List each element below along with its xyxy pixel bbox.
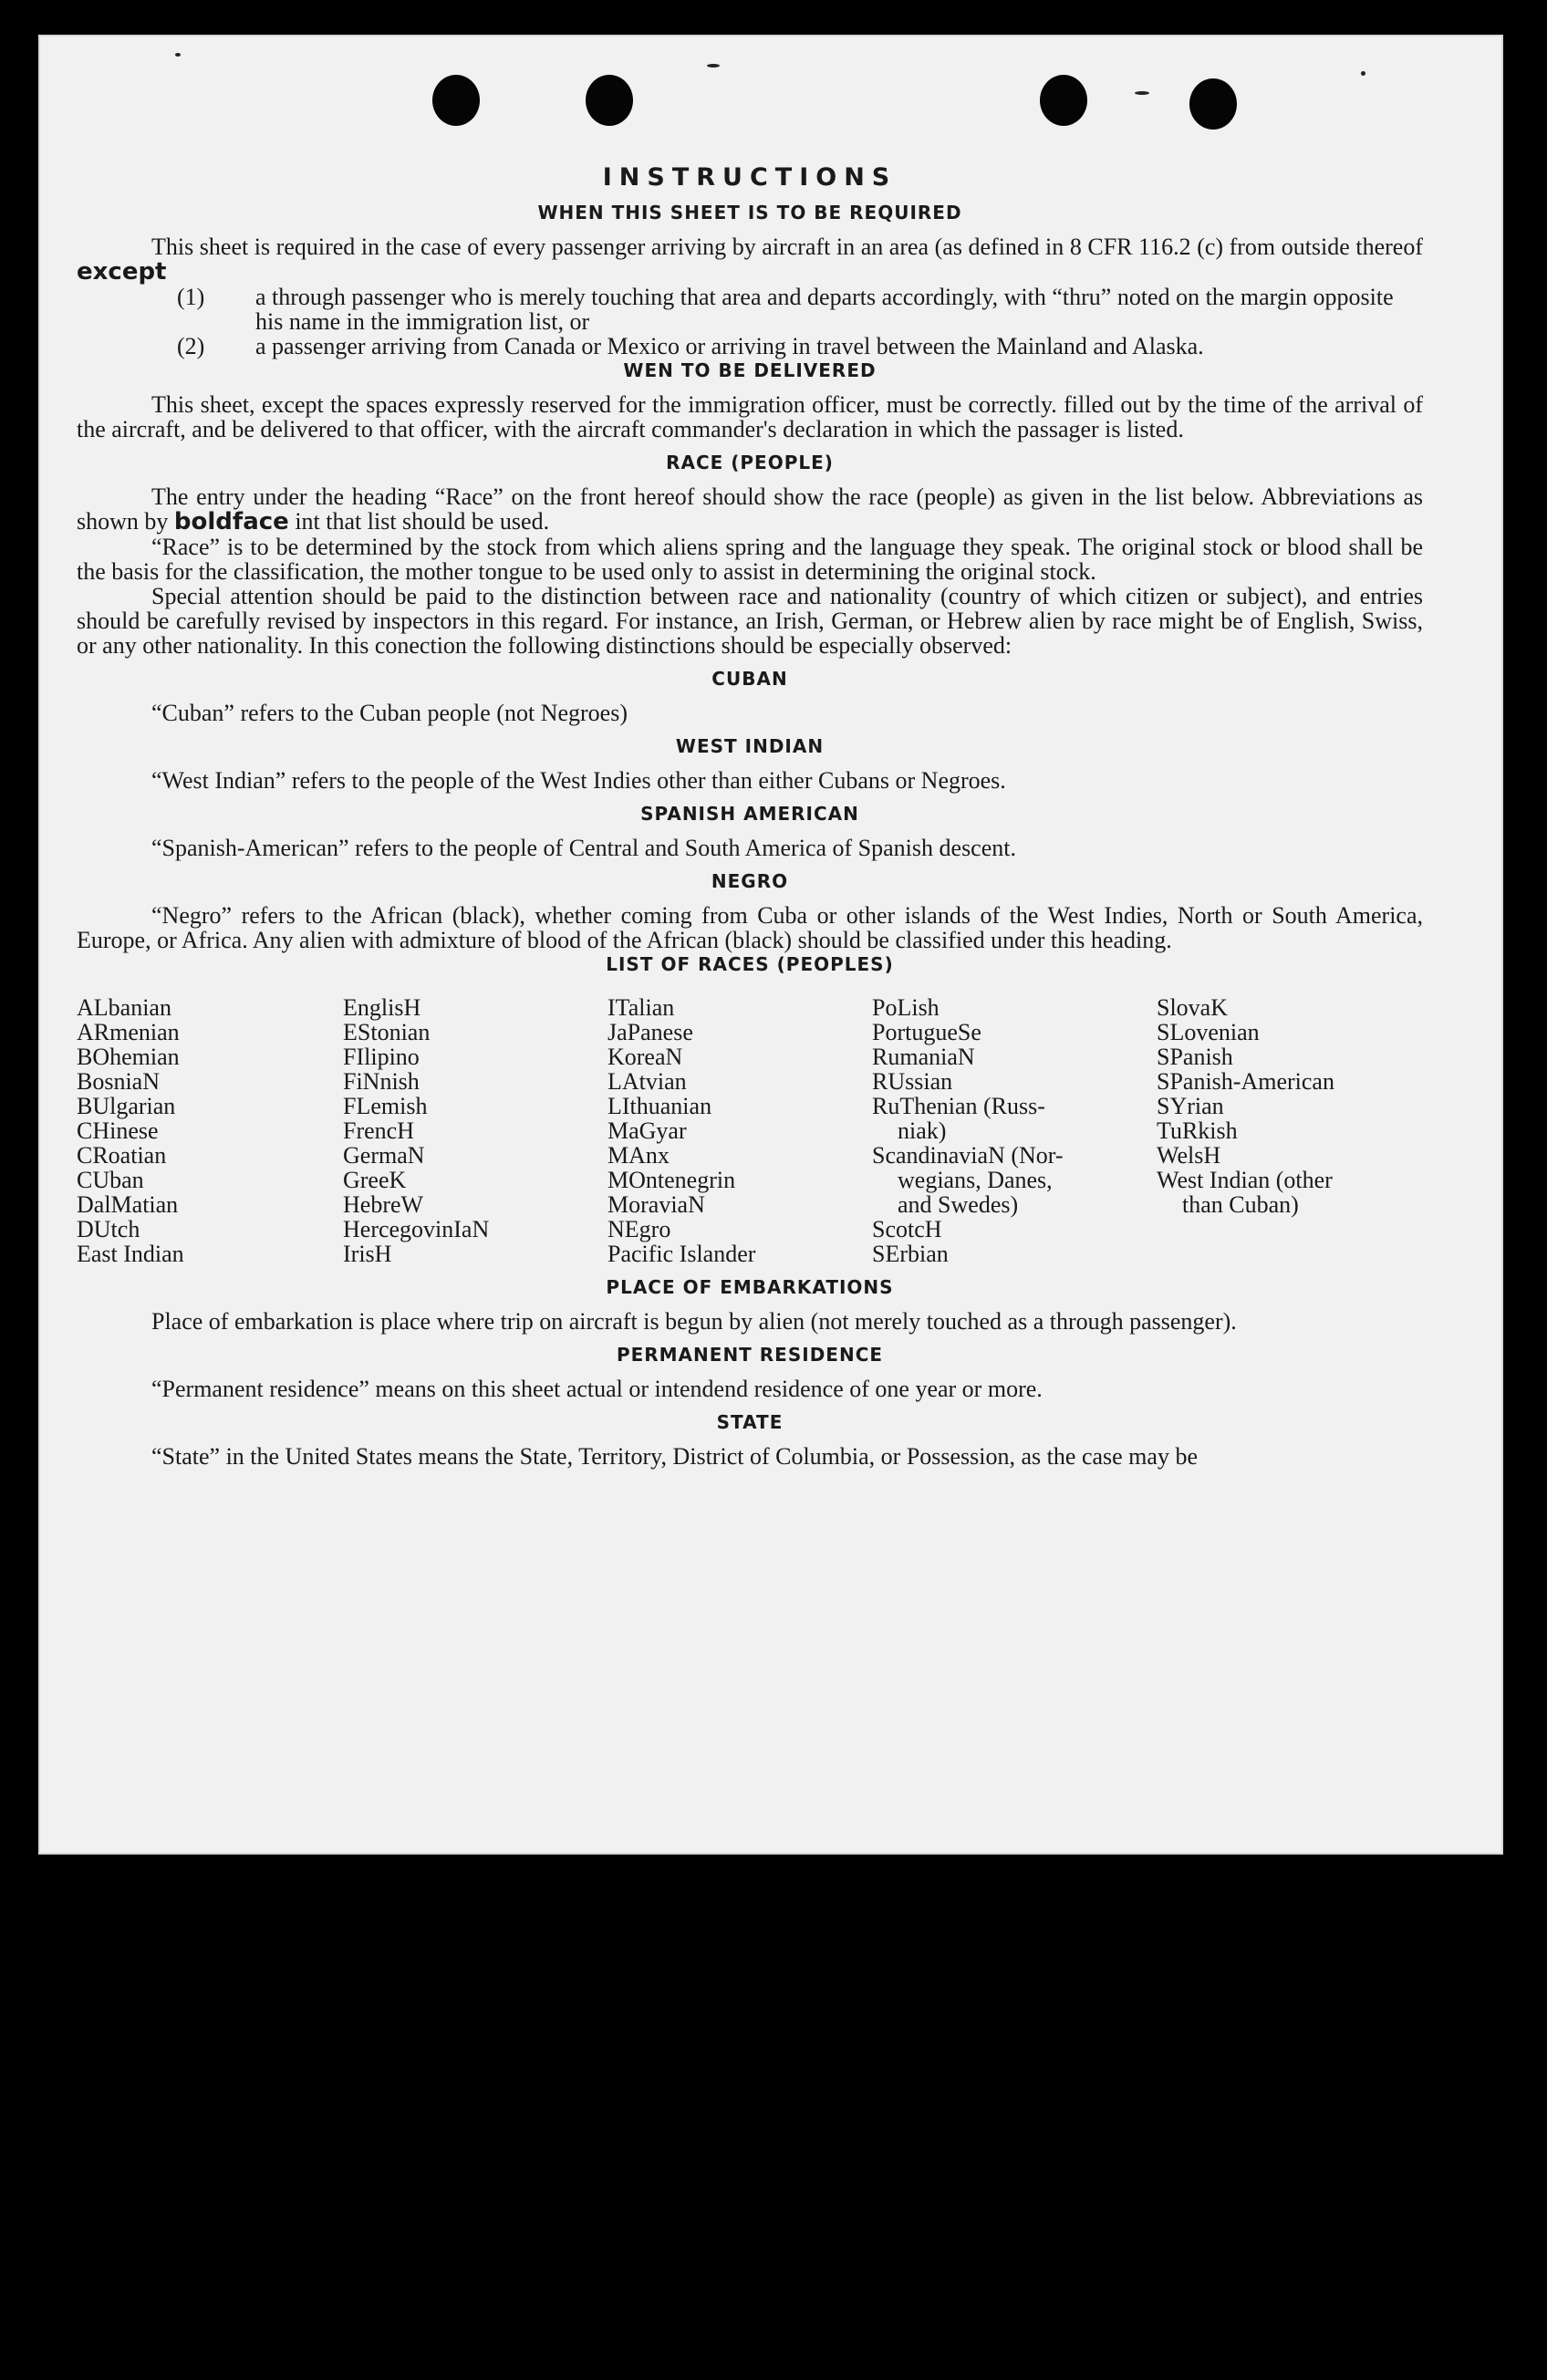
paragraph: This sheet, except the spaces expressly reserved for the immigration officer, must be correctly. filled out by the time of the arrival of the aircraft, and be delivered to that officer, with the aircraft commander's declaration in which the passager is listed.	[77, 391, 1423, 442]
punch-hole	[1189, 78, 1237, 130]
punch-hole	[432, 75, 480, 126]
race-entry: FrencH	[343, 1117, 414, 1144]
section-heading: WHEN THIS SHEET IS TO BE REQUIRED	[537, 202, 962, 223]
punch-hole	[586, 75, 633, 126]
race-entry: Pacific Islander	[607, 1241, 756, 1267]
punch-hole	[1040, 75, 1087, 126]
race-entry: CRoatian	[77, 1142, 167, 1169]
race-entry: SLovenian	[1157, 1019, 1260, 1045]
paragraph: Place of embarkation is place where trip on aircraft is begun by alien (not merely touched as a through passenger).	[151, 1308, 1237, 1335]
race-entry: BUlgarian	[77, 1093, 176, 1119]
race-entry: LIthuanian	[607, 1093, 712, 1119]
race-entry-continued: wegians, Danes,	[898, 1167, 1053, 1193]
dust-speck	[1135, 91, 1149, 95]
race-entry: IrisH	[343, 1241, 392, 1267]
race-entry: GreeK	[343, 1167, 407, 1193]
races-column	[607, 995, 872, 1266]
paragraph: “State” in the United States means the State, Territory, District of Columbia, or Possession, as the case may be	[151, 1443, 1198, 1470]
race-entry: TuRkish	[1157, 1117, 1238, 1144]
list-item	[77, 334, 1423, 359]
race-entry: CHinese	[77, 1117, 159, 1144]
paragraph: “Race” is to be determined by the stock from which aliens spring and the language they speak. The original stock or blood shall be the basis for the classification, the mother tongue to be used only to assist in determining the original stock.	[77, 534, 1423, 585]
race-entry: RUssian	[872, 1068, 953, 1095]
paragraph-text: This sheet is required in the case of every passenger arriving by aircraft in an area (as defined in 8 CFR 116.2 (c) from outside thereof	[151, 234, 1423, 260]
race-entry: MaGyar	[607, 1117, 687, 1144]
bold-term: boldface	[173, 508, 289, 535]
race-entry: BOhemian	[77, 1044, 180, 1070]
paragraph: “Permanent residence” means on this sheet actual or intendend residence of one year or more.	[151, 1376, 1043, 1402]
paragraph	[77, 484, 1423, 535]
dust-speck	[1361, 71, 1365, 76]
race-entry: RumaniaN	[872, 1044, 975, 1070]
race-entry: BosniaN	[77, 1068, 160, 1095]
race-entry: ScandinaviaN (Nor-	[872, 1142, 1064, 1169]
race-entry: SYrian	[1157, 1093, 1224, 1119]
race-entry: DalMatian	[77, 1191, 179, 1218]
race-entry: FLemish	[343, 1093, 428, 1119]
races-list	[77, 995, 1423, 1266]
list-item-text: a passenger arriving from Canada or Mexico or arriving in travel between the Mainland and Alaska.	[255, 333, 1204, 359]
race-entry: SlovaK	[1157, 994, 1228, 1021]
section-heading: SPANISH AMERICAN	[640, 803, 859, 825]
paragraph	[77, 234, 1423, 285]
paragraph: “Spanish-American” refers to the people of Central and South America of Spanish descent.	[151, 835, 1016, 861]
paragraph: Special attention should be paid to the distinction between race and nationality (country of which citizen or subject), and entries should be carefully revised by inspectors in this regard. For instance, an Irish, German, or Hebrew alien by race might be of English, Swiss, or any other nationality. In this conection the following distinctions should be especially observed:	[77, 583, 1423, 659]
race-entry: ALbanian	[77, 994, 171, 1021]
section-heading: PERMANENT RESIDENCE	[616, 1344, 884, 1366]
section-heading: WEN TO BE DELIVERED	[623, 359, 877, 381]
race-entry: SPanish	[1157, 1044, 1233, 1070]
section-heading: LIST OF RACES (PEOPLES)	[606, 953, 894, 975]
race-entry: KoreaN	[607, 1044, 683, 1070]
race-entry: East Indian	[77, 1241, 184, 1267]
race-entry: MoraviaN	[607, 1191, 705, 1218]
section-heading: WEST INDIAN	[675, 735, 825, 757]
race-entry: RuThenian (Russ-	[872, 1093, 1045, 1119]
page-title: INSTRUCTIONS	[602, 163, 898, 192]
section-heading: NEGRO	[711, 870, 789, 892]
dust-speck	[707, 64, 720, 68]
race-entry: WelsH	[1157, 1142, 1221, 1169]
section-heading: RACE (PEOPLE)	[666, 452, 834, 473]
paragraph: “Negro” refers to the African (black), whether coming from Cuba or other islands of the West Indies, North or South America, Europe, or Africa. Any alien with admixture of blood of the African (black) should be classified under this heading.	[77, 902, 1423, 953]
numbered-list	[77, 285, 1423, 359]
list-number: (2)	[177, 333, 205, 359]
instructions-body	[77, 165, 1423, 1469]
race-entry: PoLish	[872, 994, 940, 1021]
race-entry: GermaN	[343, 1142, 425, 1169]
race-entry: EnglisH	[343, 994, 421, 1021]
race-entry: ARmenian	[77, 1019, 180, 1045]
races-column	[1157, 995, 1421, 1266]
section-heading: STATE	[716, 1411, 784, 1433]
races-column	[77, 995, 343, 1266]
bold-term: except	[77, 258, 167, 286]
race-entry: FIlipino	[343, 1044, 420, 1070]
race-entry: NEgro	[607, 1216, 671, 1242]
paragraph: “West Indian” refers to the people of the West Indies other than either Cubans or Negroes.	[151, 767, 1006, 794]
race-entry: HebreW	[343, 1191, 424, 1218]
list-item	[77, 285, 1423, 334]
races-column	[872, 995, 1157, 1266]
race-entry: ITalian	[607, 994, 675, 1021]
paragraph-text: int that list should be used.	[295, 508, 550, 535]
document-page	[38, 35, 1503, 1855]
race-entry-continued: than Cuban)	[1182, 1191, 1299, 1218]
race-entry: FiNnish	[343, 1068, 420, 1095]
race-entry: MOntenegrin	[607, 1167, 736, 1193]
race-entry: HercegovinIaN	[343, 1216, 490, 1242]
race-entry: JaPanese	[607, 1019, 693, 1045]
race-entry: EStonian	[343, 1019, 431, 1045]
race-entry: ScotcH	[872, 1216, 942, 1242]
paragraph: “Cuban” refers to the Cuban people (not Negroes)	[151, 700, 628, 726]
race-entry: PortugueSe	[872, 1019, 981, 1045]
list-item-text: a through passenger who is merely touching that area and departs accordingly, with “thru” noted on the margin opposite his name in the immigration list, or	[255, 284, 1394, 335]
race-entry-continued: and Swedes)	[898, 1191, 1019, 1218]
section-heading: PLACE OF EMBARKATIONS	[606, 1276, 894, 1298]
list-number: (1)	[177, 284, 205, 310]
race-entry: SPanish-American	[1157, 1068, 1334, 1095]
race-entry: SErbian	[872, 1241, 949, 1267]
race-entry: LAtvian	[607, 1068, 687, 1095]
dust-speck	[175, 53, 181, 57]
race-entry: West Indian (other	[1157, 1167, 1333, 1193]
race-entry: MAnx	[607, 1142, 670, 1169]
race-entry: CUban	[77, 1167, 144, 1193]
race-entry: DUtch	[77, 1216, 140, 1242]
paragraph-text: The entry under the heading “Race” on the front hereof should show the race (people) as given in the list below. Abbreviations as shown by	[77, 483, 1423, 535]
race-entry-continued: niak)	[898, 1117, 947, 1144]
races-column	[343, 995, 607, 1266]
section-heading: CUBAN	[711, 668, 788, 690]
